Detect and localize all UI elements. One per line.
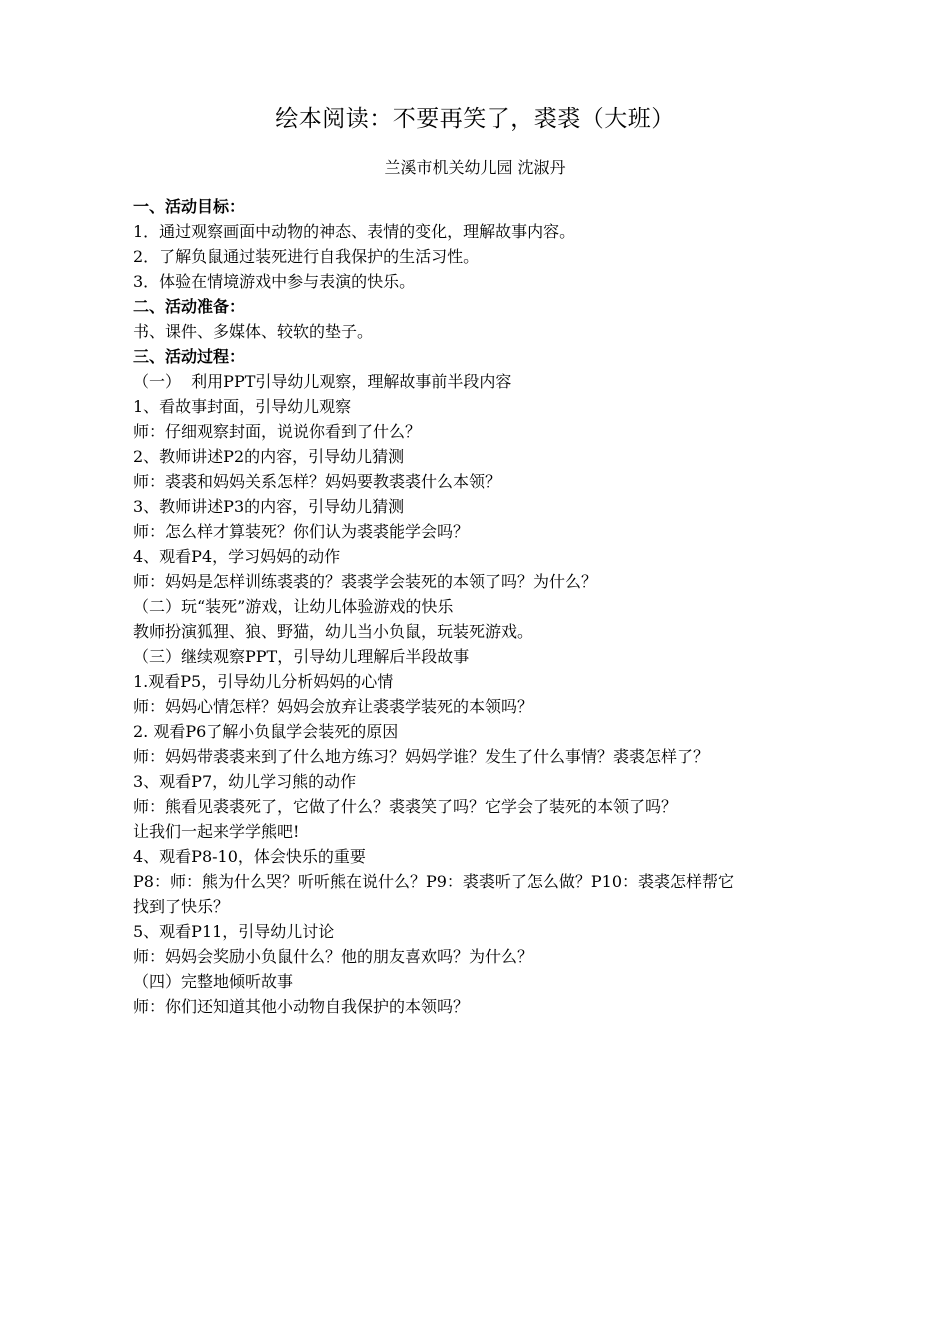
body-line: 4、观看P4，学习妈妈的动作 [133,547,341,566]
body-line: （二）玩“装死”游戏，让幼儿体验游戏的快乐 [133,597,454,616]
section-heading: 二、活动准备： [133,297,246,316]
document-author: 兰溪市机关幼儿园 沈淑丹 [384,158,566,177]
body-line: 让我们一起来学学熊吧! [133,822,300,841]
body-line: 师：妈妈是怎样训练裘裘的？裘裘学会装死的本领了吗？为什么？ [133,572,598,591]
body-line: （一） 利用PPT引导幼儿观察，理解故事前半段内容 [133,372,512,391]
body-line: 4、观看P8-10，体会快乐的重要 [133,847,366,866]
body-line: 1、看故事封面，引导幼儿观察 [133,397,352,416]
body-line: 5、观看P11，引导幼儿讨论 [133,922,335,941]
body-line: 教师扮演狐狸、狼、野猫，幼儿当小负鼠，玩装死游戏。 [133,622,534,641]
body-line: （三）继续观察PPT，引导幼儿理解后半段故事 [133,647,470,666]
body-line: （四）完整地倾听故事 [133,972,294,991]
body-line: 师：熊看见裘裘死了，它做了什么？裘裘笑了吗？它学会了装死的本领了吗？ [133,797,678,816]
body-line: 2．了解负鼠通过装死进行自我保护的生活习性。 [133,247,480,266]
body-line: 师：妈妈带裘裘来到了什么地方练习？妈妈学谁？发生了什么事情？裘裘怎样了？ [133,747,710,766]
body-line: 书、课件、多媒体、较软的垫子。 [133,322,374,341]
body-line: 1.观看P5，引导幼儿分析妈妈的心情 [133,672,394,691]
body-line: 师：怎么样才算装死？你们认为裘裘能学会吗？ [133,522,470,541]
body-line: 3．体验在情境游戏中参与表演的快乐。 [133,272,416,291]
body-line: 师：你们还知道其他小动物自我保护的本领吗？ [133,997,470,1016]
body-line: 2. 观看P6了解小负鼠学会装死的原因 [133,722,399,741]
body-line: 师：裘裘和妈妈关系怎样？妈妈要教裘裘什么本领？ [133,472,502,491]
body-line: 找到了快乐？ [133,897,230,916]
section-heading: 一、活动目标： [133,197,246,216]
body-line: 师：仔细观察封面，说说你看到了什么？ [133,422,422,441]
body-line: 2、教师讲述P2的内容，引导幼儿猜测 [133,447,405,466]
document-title: 绘本阅读：不要再笑了，裘裘（大班） [275,106,675,132]
body-line: 1．通过观察画面中动物的神态、表情的变化，理解故事内容。 [133,222,576,241]
body-line: P8：师：熊为什么哭？听听熊在说什么？P9：裘裘听了怎么做？P10：裘裘怎样帮它 [133,872,735,891]
body-line: 师：妈妈心情怎样？妈妈会放弃让裘裘学装死的本领吗？ [133,697,534,716]
document-body [133,194,833,1019]
body-line: 3、观看P7，幼儿学习熊的动作 [133,772,357,791]
body-line: 3、教师讲述P3的内容，引导幼儿猜测 [133,497,405,516]
section-heading: 三、活动过程： [133,347,246,366]
body-line: 师：妈妈会奖励小负鼠什么？他的朋友喜欢吗？为什么？ [133,947,534,966]
